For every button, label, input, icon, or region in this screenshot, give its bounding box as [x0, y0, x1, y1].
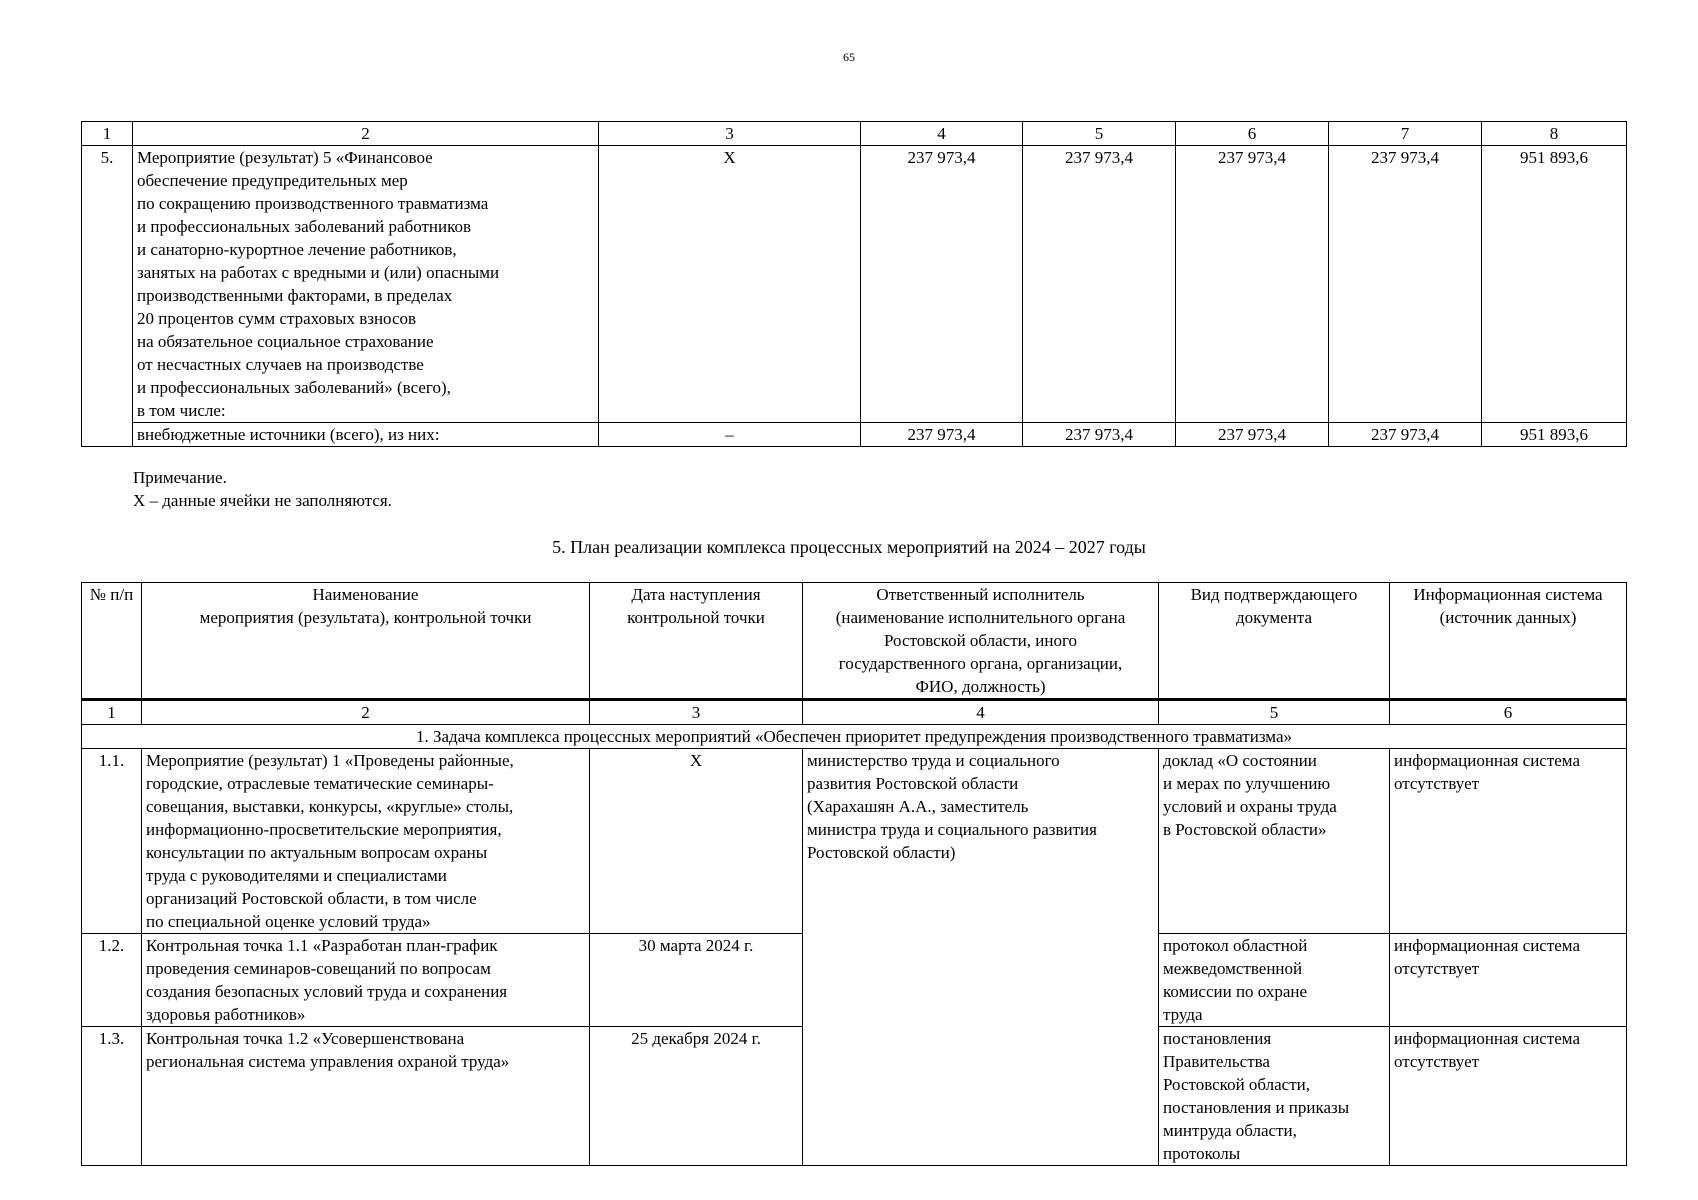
- col-num: 3: [599, 122, 861, 146]
- section-title: 5. План реализации комплекса процессных мероприятий на 2024 – 2027 годы: [552, 537, 1146, 557]
- col-num: 5: [1159, 700, 1390, 725]
- task-title: 1. Задача комплекса процессных мероприятий «Обеспечен приоритет предупреждения производственного травматизма»: [82, 725, 1627, 749]
- col-num: 8: [1482, 122, 1627, 146]
- responsible-executor: министерство труда и социального развития Ростовской области (Харахашян А.А., заместитель министра труда и социального развития Ростовской области): [803, 749, 1159, 1166]
- document-type: постановления Правительства Ростовской области, постановления и приказы минтруда области, протоколы: [1159, 1027, 1390, 1166]
- control-date: 25 декабря 2024 г.: [590, 1027, 803, 1166]
- row-number: 1.3.: [82, 1027, 142, 1166]
- task-row: [82, 725, 1627, 749]
- table-row: [82, 146, 1627, 423]
- col-num: 5: [1023, 122, 1176, 146]
- header-cell: Информационная система (источник данных): [1390, 583, 1627, 700]
- header-cell: Вид подтверждающего документа: [1159, 583, 1390, 700]
- value-2027: 237 973,4: [1329, 423, 1482, 447]
- funding-table: [81, 121, 1627, 447]
- row-number: 1.1.: [82, 749, 142, 934]
- page-number: 65: [843, 50, 855, 64]
- column-number-row: [82, 700, 1627, 725]
- value-2025: 237 973,4: [1023, 423, 1176, 447]
- header-cell: Наименование мероприятия (результата), контрольной точки: [142, 583, 590, 700]
- col-num: 6: [1176, 122, 1329, 146]
- information-system: информационная система отсутствует: [1390, 749, 1627, 934]
- value-2024: 237 973,4: [861, 146, 1023, 423]
- note-text: X – данные ячейки не заполняются.: [133, 491, 392, 510]
- value-total: 951 893,6: [1482, 423, 1627, 447]
- col-num: 7: [1329, 122, 1482, 146]
- row-number: 1.2.: [82, 934, 142, 1027]
- value-2027: 237 973,4: [1329, 146, 1482, 423]
- header-cell: Дата наступления контрольной точки: [590, 583, 803, 700]
- col-num: 3: [590, 700, 803, 725]
- col-num: 2: [133, 122, 599, 146]
- activity-name: Мероприятие (результат) 5 «Финансовое обеспечение предупредительных мер по сокращению производственного травматизма и профессиональных заболеваний работников и санаторно-курортное лечение работников, занятых на работах с вредными и (или) опасными производственными факторами, в пределах 20 процентов сумм страховых взносов на обязательное социальное страхование от несчастных случаев на производстве и профессиональных заболеваний» (всего), в том числе:: [133, 146, 599, 423]
- table-row: [82, 423, 1627, 447]
- value-2026: 237 973,4: [1176, 146, 1329, 423]
- header-row: [82, 583, 1627, 700]
- header-cell: Ответственный исполнитель (наименование исполнительного органа Ростовской области, иного государственного органа, организации, ФИО, должность): [803, 583, 1159, 700]
- note-title: Примечание.: [133, 468, 227, 487]
- activity-name: Контрольная точка 1.1 «Разработан план-график проведения семинаров-совещаний по вопросам создания безопасных условий труда и сохранения здоровья работников»: [142, 934, 590, 1027]
- information-system: информационная система отсутствует: [1390, 1027, 1627, 1166]
- value-2024: 237 973,4: [861, 423, 1023, 447]
- col-num: 2: [142, 700, 590, 725]
- cell-source: –: [599, 423, 861, 447]
- col-num: 1: [82, 700, 142, 725]
- information-system: информационная система отсутствует: [1390, 934, 1627, 1027]
- activity-name: Контрольная точка 1.2 «Усовершенствована региональная система управления охраной труда»: [142, 1027, 590, 1166]
- document-type: протокол областной межведомственной комиссии по охране труда: [1159, 934, 1390, 1027]
- value-2026: 237 973,4: [1176, 423, 1329, 447]
- activity-name: внебюджетные источники (всего), из них:: [133, 423, 599, 447]
- col-num: 4: [803, 700, 1159, 725]
- header-cell: № п/п: [82, 583, 142, 700]
- control-date: X: [590, 749, 803, 934]
- document-type: доклад «О состоянии и мерах по улучшению условий и охраны труда в Ростовской области»: [1159, 749, 1390, 934]
- value-total: 951 893,6: [1482, 146, 1627, 423]
- col-num: 4: [861, 122, 1023, 146]
- plan-table: [81, 582, 1627, 1166]
- activity-name: Мероприятие (результат) 1 «Проведены районные, городские, отраслевые тематические семинары- совещания, выставки, конкурсы, «круглые» столы, информационно-просветительские мероприятия, консультации по актуальным вопросам охраны труда с руководителями и специалистами организаций Ростовской области, в том числе по специальной оценке условий труда»: [142, 749, 590, 934]
- row-number: 5.: [82, 146, 133, 447]
- cell-source: X: [599, 146, 861, 423]
- col-num: 1: [82, 122, 133, 146]
- control-date: 30 марта 2024 г.: [590, 934, 803, 1027]
- col-num: 6: [1390, 700, 1627, 725]
- value-2025: 237 973,4: [1023, 146, 1176, 423]
- column-number-row: [82, 122, 1627, 146]
- table-row: [82, 749, 1627, 934]
